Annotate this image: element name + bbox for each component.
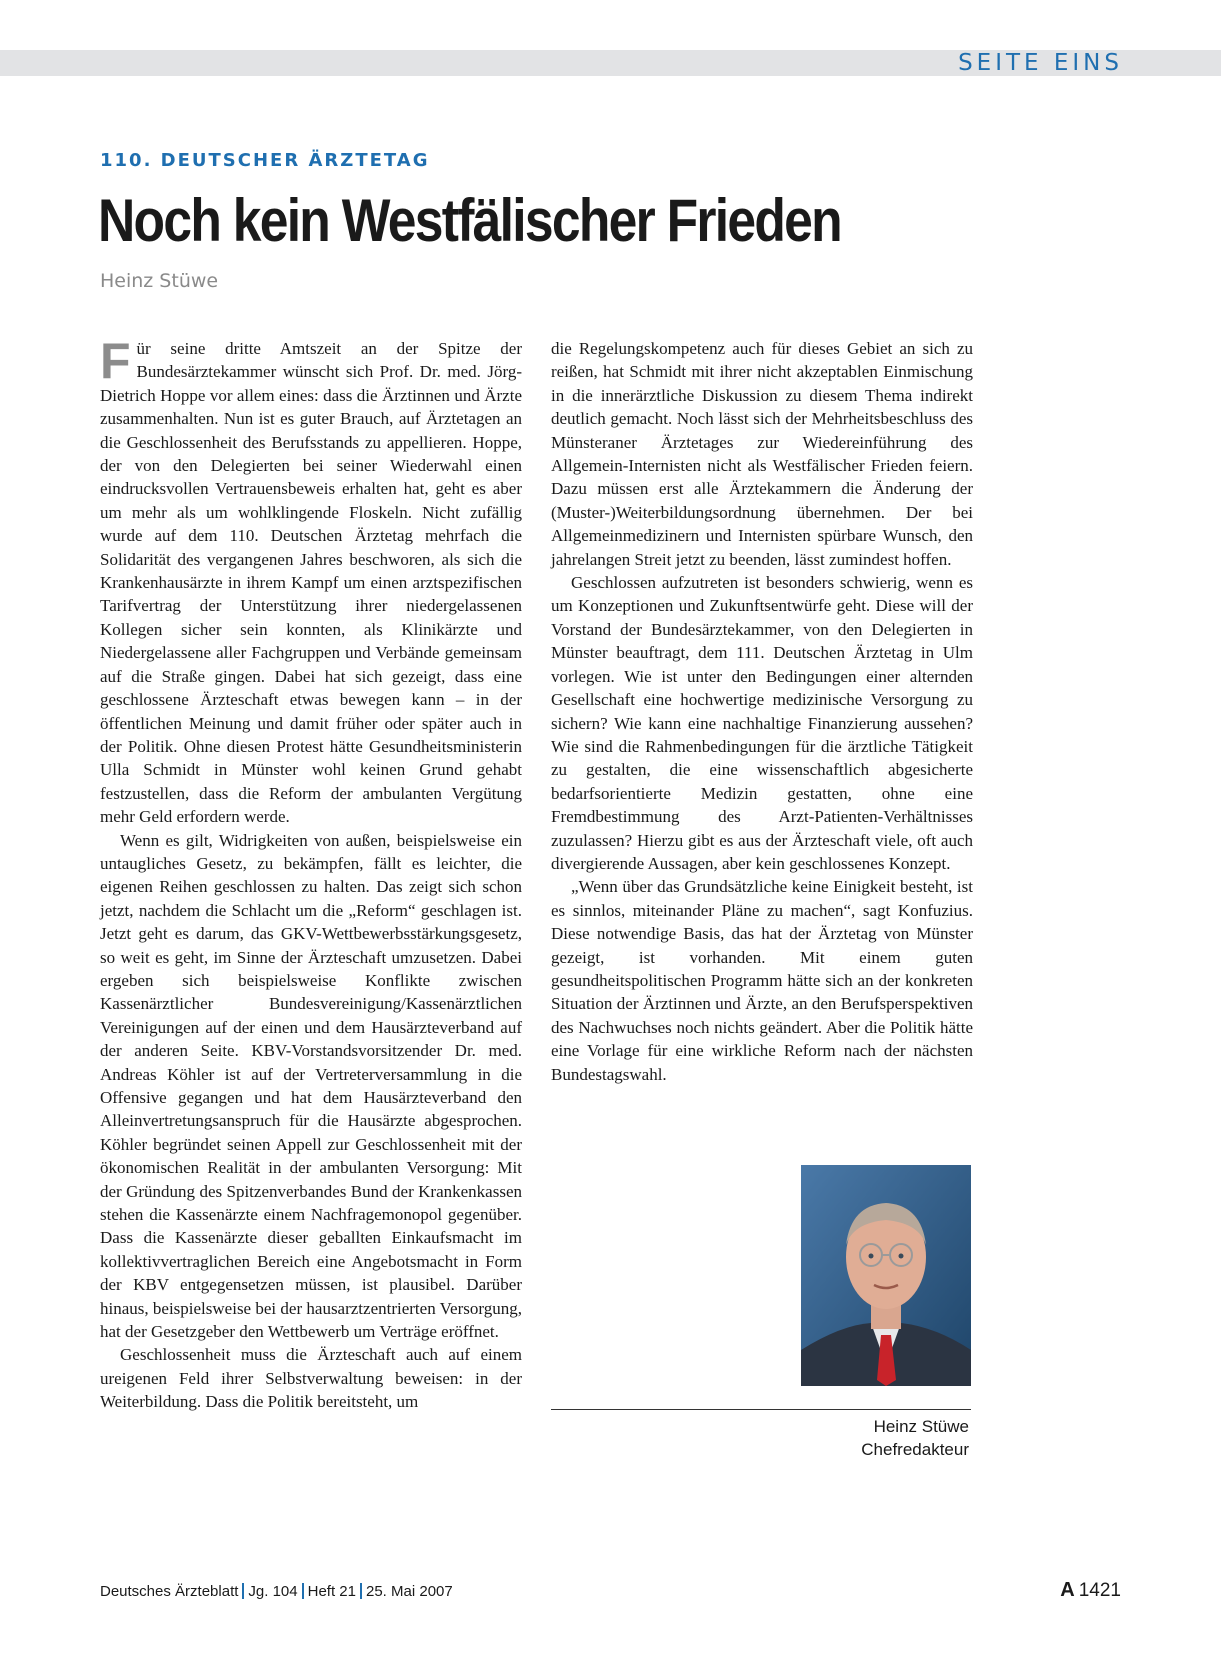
article-kicker: 110. DEUTSCHER ÄRZTETAG — [100, 150, 430, 171]
paragraph-3: Geschlossenheit muss die Ärzteschaft auch auf einem ureigenen Feld ihrer Selbstverwaltung beweisen: in der Weiterbildung. Dass die Politik bereitsteht, um — [100, 1345, 522, 1412]
paragraph-1-text: ür seine dritte Amtszeit an der Spitze der Bundesärztekammer wünscht sich Prof. Dr. med. Jörg-Dietrich Hoppe vor allem eines: dass die Ärztinnen und Ärzte zusammenhalten. Nun ist es guter Brauch, auf Ärztetagen an die Geschlossenheit des Berufsstands zu appellieren. Hoppe, der von den Delegierten bei seiner Wiederwahl einen eindrucksvollen Vertrauensbeweis erhalten hat, geht es aber um mehr als um wohlklingende Floskeln. Nicht zufällig wurde auf dem 110. Deutschen Ärztetag mehrfach die Solidarität des vergangenen Jahres beschworen, als sich die Krankenhausärzte in ihrem Kampf um einen arztspezifischen Tarifvertrag der Unterstützung ihrer niedergelassenen Kollegen sicher sein konnten, als Klinikärzte und Niedergelassene aller Fachgruppen und Verbände gemeinsam auf die Straße gingen. Dabei hat sich gezeigt, dass eine geschlossene Ärzteschaft etwas bewegen kann – in der öffentlichen Meinung und damit früher oder später auch in der Politik. Ohne diesen Protest hätte Gesundheitsministerin Ulla Schmidt in Münster wohl keinen Grund gehabt festzustellen, dass die Reform der ambulanten Vergütung mehr Geld erfordern werde. — [100, 339, 522, 827]
footer-separator — [302, 1583, 304, 1599]
portrait-image — [801, 1165, 971, 1386]
page-number-value: 1421 — [1078, 1580, 1121, 1601]
journal-issue: Heft 21 — [307, 1583, 356, 1600]
drop-cap: F — [100, 333, 131, 389]
paragraph-3-continued: die Regelungskompetenz auch für dieses Gebiet an sich zu reißen, hat Schmidt mit ihrer nicht akzeptablen Einmischung in die innerärztliche Diskussion zu diesem Thema indirekt deutlich gemacht. Noch lässt sich der Mehrheitsbeschluss des Münsteraner Ärztetages zur Wiedereinführung des Allgemein-Internisten nicht als Westfälischer Frieden feiern. Dazu müssen erst alle Ärztekammern die Änderung der (Muster-)Weiterbildungsordnung übernehmen. Der bei Allgemeinmedizinern und Internisten spürbare Wunsch, den jahrelangen Streit jetzt zu beenden, lässt zumindest hoffen. — [551, 339, 973, 569]
paragraph-4: Geschlossen aufzutreten ist besonders schwierig, wenn es um Konzeptionen und Zukunftsentwürfe geht. Diese will der Vorstand der Bundesärztekammer, von den Delegierten in Münster beauftragt, dem 111. Deutschen Ärztetag in Ulm vorlegen. Wie ist unter den Bedingungen einer alternden Gesellschaft eine hochwertige medizinische Versorgung zu sichern? Wie kann eine nachhaltige Finanzierung aussehen? Wie sind die Rahmenbedingungen für die ärztliche Tätigkeit zu gestalten, die eine wissenschaftlich abgesicherte bedarfsorientierte Medizin gestatten, ohne eine Fremdbestimmung des Arzt-Patienten-Verhältnisses zuzulassen? Hierzu gibt es aus der Ärzteschaft viele, oft auch divergierende Aussagen, aber kein geschlossenes Konzept. — [551, 573, 973, 873]
text-column-right — [551, 337, 973, 1086]
page-prefix: A — [1060, 1579, 1075, 1601]
journal-name: Deutsches Ärzteblatt — [100, 1583, 239, 1600]
section-label: SEITE EINS — [958, 50, 1123, 76]
caption-name: Heinz Stüwe — [873, 1417, 969, 1436]
article-author: Heinz Stüwe — [100, 270, 219, 292]
caption-rule — [551, 1409, 971, 1410]
text-column-left — [100, 333, 522, 1414]
journal-date: 25. Mai 2007 — [366, 1583, 453, 1600]
paragraph-1 — [100, 333, 522, 829]
journal-volume: Jg. 104 — [248, 1583, 298, 1600]
paragraph-5: „Wenn über das Grundsätzliche keine Einigkeit besteht, ist es sinnlos, miteinander Pläne zu machen“, sagt Konfuzius. Diese notwendige Basis, das hat der Ärztetag von Münster gezeigt, ist vorhanden. Mit einem guten gesundheitspolitischen Programm hätte sich an der konkreten Situation der Ärztinnen und Ärzte, an den Berufsperspektiven des Nachwuchses noch nichts geändert. Aber die Politik hätte eine Vorlage für eine wirkliche Reform nach der nächsten Bundestagswahl. — [551, 877, 973, 1084]
caption-role: Chefredakteur — [861, 1440, 969, 1459]
page-number — [1060, 1579, 1121, 1602]
article-title: Noch kein Westfälischer Frieden — [98, 187, 841, 254]
paragraph-2: Wenn es gilt, Widrigkeiten von außen, beispielsweise ein untaugliches Gesetz, zu bekämpfen, fällt es leichter, die eigenen Reihen geschlossen zu halten. Das zeigt sich schon jetzt, nachdem die Schlacht um die „Reform“ geschlagen ist. Jetzt geht es darum, das GKV-Wettbewerbsstärkungsgesetz, so weit es geht, im Sinne der Ärzteschaft umzusetzen. Dabei ergeben sich beispielsweise Konflikte zwischen Kassenärztlicher Bundesvereinigung/Kassenärztlichen Vereinigungen auf der einen und dem Hausärzteverband auf der anderen Seite. KBV-Vorstandsvorsitzender Dr. med. Andreas Köhler ist auf der Vertreterversammlung in die Offensive gegangen und hat dem Hausärzteverband den Alleinvertretungsanspruch für die Hausärzte abgesprochen. Köhler begründet seinen Appell zur Geschlossenheit mit der ökonomischen Realität in der ambulanten Versorgung: Mit der Gründung des Spitzenverbandes Bund der Krankenkassen stehen die Kassenärzte einem Nachfragemonopol gegenüber. Dass die Kassenärzte dieser geballten Einkaufsmacht im kollektivvertraglichen Bereich eine Angebotsmacht in Form der KBV entgegensetzen müssen, ist plausibel. Darüber hinaus, beispielsweise bei der hausarztzentrierten Versorgung, hat der Gesetzgeber den Wettbewerb um Verträge eröffnet. — [100, 830, 522, 1342]
footer-separator — [242, 1583, 244, 1599]
footer-separator — [360, 1583, 362, 1599]
author-photo — [801, 1165, 971, 1386]
footer-citation — [100, 1583, 453, 1600]
photo-caption — [861, 1415, 969, 1461]
